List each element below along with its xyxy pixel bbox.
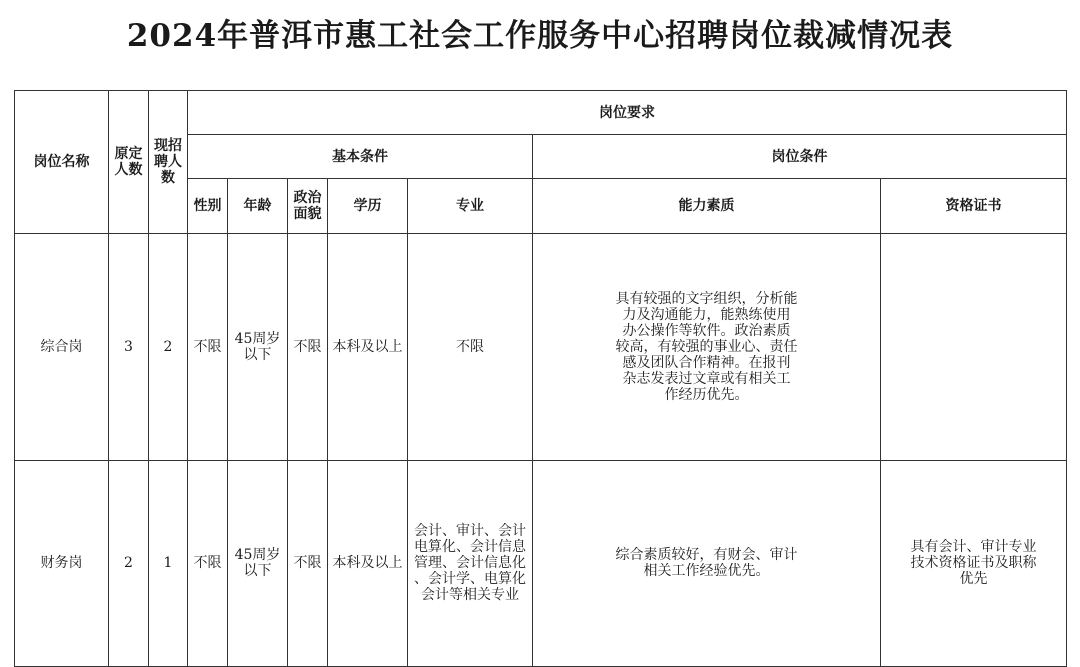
header-requirements: 岗位要求 <box>188 91 1067 135</box>
cell-position-name: 财务岗 <box>15 460 109 666</box>
cell-major: 会计、审计、会计 电算化、会计信息 管理、会计信息化 、会计学、电算化 会计等相关专业 <box>408 460 533 666</box>
header-age: 年龄 <box>228 179 288 234</box>
recruitment-table <box>14 90 1067 667</box>
cell-original-count: 3 <box>109 234 149 461</box>
cell-political-status: 不限 <box>288 234 328 461</box>
header-row-1 <box>15 91 1067 135</box>
cell-major: 不限 <box>408 234 533 461</box>
header-political-status: 政治 面貌 <box>288 179 328 234</box>
header-position-name: 岗位名称 <box>15 91 109 234</box>
cell-education: 本科及以上 <box>328 460 408 666</box>
header-current-count: 现招 聘人 数 <box>149 91 188 234</box>
header-education: 学历 <box>328 179 408 234</box>
cell-certificate: 具有会计、审计专业 技术资格证书及职称 优先 <box>881 460 1067 666</box>
header-ability: 能力素质 <box>533 179 881 234</box>
cell-certificate <box>881 234 1067 461</box>
header-original-count: 原定 人数 <box>109 91 149 234</box>
header-basic-conditions: 基本条件 <box>188 135 533 179</box>
cell-age: 45周岁 以下 <box>228 234 288 461</box>
cell-current-count: 1 <box>149 460 188 666</box>
cell-position-name: 综合岗 <box>15 234 109 461</box>
header-gender: 性别 <box>188 179 228 234</box>
cell-ability: 具有较强的文字组织，分析能 力及沟通能力，能熟练使用 办公操作等软件。政治素质 较高，有较强的事业心、责任 感及团队合作精神。在报刊 杂志发表过文章或有相关工 作经历优先。 <box>533 234 881 461</box>
page-title: 2024年普洱市惠工社会工作服务中心招聘岗位裁减情况表 <box>126 18 954 54</box>
table-row <box>15 460 1067 666</box>
cell-political-status: 不限 <box>288 460 328 666</box>
cell-ability: 综合素质较好，有财会、审计 相关工作经验优先。 <box>533 460 881 666</box>
cell-gender: 不限 <box>188 234 228 461</box>
cell-education: 本科及以上 <box>328 234 408 461</box>
header-major: 专业 <box>408 179 533 234</box>
cell-current-count: 2 <box>149 234 188 461</box>
header-certificate: 资格证书 <box>881 179 1067 234</box>
cell-age: 45周岁 以下 <box>228 460 288 666</box>
cell-original-count: 2 <box>109 460 149 666</box>
header-position-conditions: 岗位条件 <box>533 135 1067 179</box>
cell-gender: 不限 <box>188 460 228 666</box>
table-row <box>15 234 1067 461</box>
